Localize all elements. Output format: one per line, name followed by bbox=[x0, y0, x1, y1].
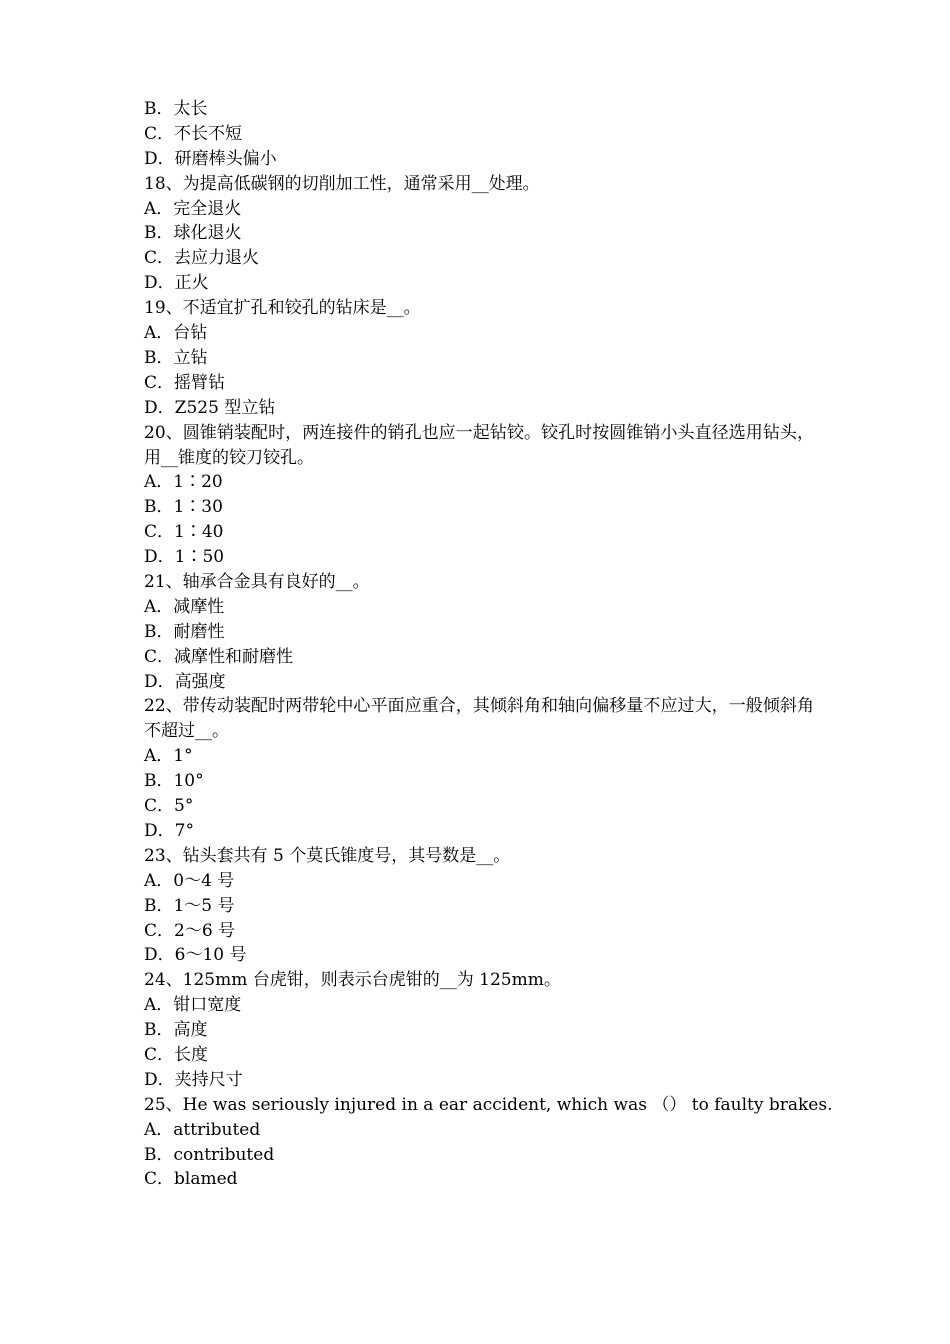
question-stem: 24、125mm 台虎钳，则表示台虎钳的__为 125mm。 bbox=[144, 970, 561, 991]
option-line: A．1° bbox=[144, 746, 193, 767]
option-line: D．夹持尺寸 bbox=[144, 1069, 243, 1090]
question-stem: 25、He was seriously injured in a ear accident, which was （） to faulty brakes. bbox=[144, 1094, 833, 1115]
option-line: C．5° bbox=[144, 796, 194, 817]
option-line: C．blamed bbox=[144, 1169, 238, 1190]
question-stem: 20、圆锥销装配时，两连接件的销孔也应一起钻铰。铰孔时按圆锥销小头直径选用钻头，用__锥度的铰刀铰孔。 bbox=[144, 422, 814, 468]
question-stem: 21、轴承合金具有良好的__。 bbox=[144, 571, 370, 592]
option-line: D．Z525 型立钻 bbox=[144, 397, 276, 418]
option-line: C．减摩性和耐磨性 bbox=[144, 646, 294, 667]
option-line: B．1∶30 bbox=[144, 497, 223, 518]
option-line: D．1∶50 bbox=[144, 547, 225, 568]
option-line: D．7° bbox=[144, 820, 194, 841]
option-line: B．1～5 号 bbox=[144, 895, 235, 916]
option-line: A．减摩性 bbox=[144, 596, 225, 617]
option-line: A．完全退火 bbox=[144, 198, 242, 219]
option-line: D．研磨棒头偏小 bbox=[144, 148, 277, 169]
option-line: C．1∶40 bbox=[144, 522, 224, 543]
option-line: A．0～4 号 bbox=[144, 870, 235, 891]
option-line: C．2～6 号 bbox=[144, 920, 236, 941]
question-stem: 19、不适宜扩孔和铰孔的钻床是__。 bbox=[144, 298, 421, 319]
option-line: B．contributed bbox=[144, 1144, 275, 1165]
option-line: A．1∶20 bbox=[144, 472, 223, 493]
option-line: D．高强度 bbox=[144, 671, 226, 692]
question-stem: 22、带传动装配时两带轮中心平面应重合，其倾斜角和轴向偏移量不应过大，一般倾斜角不超过__。 bbox=[144, 696, 814, 742]
option-line: C．去应力退火 bbox=[144, 248, 260, 269]
option-line: C．摇臂钻 bbox=[144, 372, 226, 393]
question-stem: 23、钻头套共有 5 个莫氏锥度号，其号数是__。 bbox=[144, 845, 511, 866]
option-line: A．钳口宽度 bbox=[144, 995, 242, 1016]
document-page bbox=[144, 97, 833, 1192]
option-line: B．立钻 bbox=[144, 347, 208, 368]
option-line: B．10° bbox=[144, 771, 204, 792]
option-line: D．正火 bbox=[144, 273, 209, 294]
option-line: B．球化退火 bbox=[144, 223, 242, 244]
option-line: A．attributed bbox=[144, 1119, 261, 1140]
option-line: A．台钻 bbox=[144, 323, 208, 344]
option-line: B．太长 bbox=[144, 99, 208, 119]
option-line: C．长度 bbox=[144, 1044, 209, 1065]
question-stem: 18、为提高低碳钢的切削加工性，通常采用__处理。 bbox=[144, 173, 540, 194]
option-line: D．6～10 号 bbox=[144, 945, 247, 966]
option-line: B．高度 bbox=[144, 1020, 208, 1041]
option-line: B．耐磨性 bbox=[144, 621, 225, 642]
option-line: C．不长不短 bbox=[144, 123, 243, 144]
